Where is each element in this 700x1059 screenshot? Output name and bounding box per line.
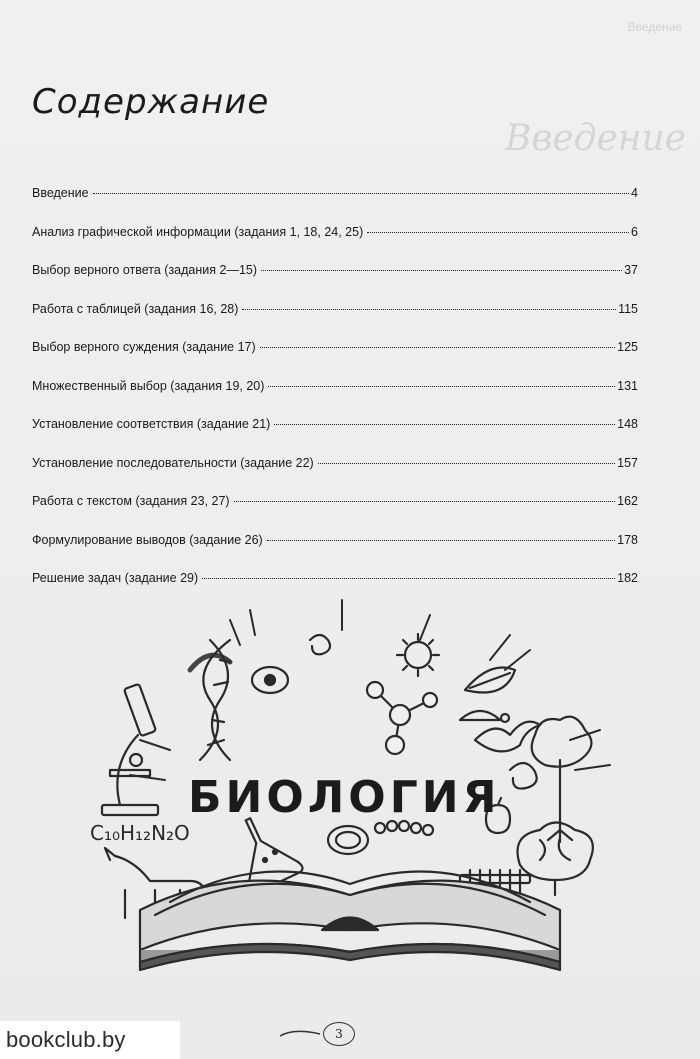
toc-leader-dots (318, 463, 615, 464)
toc-entry[interactable] (32, 533, 638, 572)
toc-leader-dots (367, 232, 629, 233)
toc-leader-dots (242, 309, 616, 310)
page-number: 3 (323, 1022, 355, 1046)
toc-entry[interactable] (32, 225, 638, 264)
toc-entry[interactable] (32, 456, 638, 495)
toc-entry-label: Введение (32, 186, 89, 200)
toc-title: Содержание (32, 82, 270, 122)
chemical-formula: C₁₀H₁₂N₂O (90, 821, 190, 845)
swirl-icon (510, 763, 537, 789)
toc-entry-page: 125 (617, 340, 638, 354)
toc-entry-page: 37 (624, 263, 638, 277)
swirl-icon (310, 635, 330, 654)
banner-title: БИОЛОГИЯ (188, 772, 501, 823)
toc-entry-page: 6 (631, 224, 638, 239)
toc-entry-label: Решение задач (задание 29) (32, 571, 199, 585)
open-book-icon (140, 872, 560, 970)
toc-entry-label: Установление соответствия (задание 21) (32, 417, 271, 431)
toc-leader-dots (267, 540, 615, 541)
bead-chain-icon (375, 821, 433, 835)
toc-entry-label: Выбор верного суждения (задание 17) (32, 340, 256, 354)
toc-entry-page: 182 (617, 571, 638, 585)
toc-entry[interactable] (32, 379, 638, 418)
toc-entry[interactable] (32, 417, 638, 456)
toc-entry-label: Установление последовательности (задание 22) (32, 455, 314, 470)
toc-leader-dots (93, 193, 629, 194)
toc-entry-page: 178 (617, 532, 638, 547)
running-title: Введение (627, 20, 682, 34)
ghost-chapter-title: Введение (504, 118, 686, 159)
toc-leader-dots (260, 347, 615, 348)
microscope-icon (102, 684, 158, 815)
toc-entry-page: 157 (617, 455, 638, 470)
toc-leader-dots (234, 501, 616, 502)
toc-entry-page: 162 (617, 494, 638, 508)
table-of-contents (32, 186, 638, 610)
bird-icon (475, 722, 540, 752)
molecule-icon (367, 682, 437, 754)
cell-icon (252, 667, 288, 693)
toc-leader-dots (202, 578, 615, 579)
toc-leader-dots (268, 386, 615, 387)
toc-entry-label: Формулирование выводов (задание 26) (32, 532, 263, 547)
toc-entry-label: Работа с таблицей (задания 16, 28) (32, 301, 239, 316)
toc-entry-page: 4 (631, 186, 638, 200)
toc-entry-label: Работа с текстом (задания 23, 27) (32, 494, 230, 508)
toc-entry-page: 115 (618, 301, 638, 316)
leaf-icon (465, 668, 515, 693)
biology-illustration (80, 590, 640, 990)
toc-entry-label: Анализ графической информации (задания 1, 18, 24, 25) (32, 224, 364, 239)
swoosh-ornament (278, 1026, 324, 1040)
toc-entry-page: 131 (617, 378, 638, 393)
toc-entry[interactable] (32, 340, 638, 379)
virus-icon (397, 634, 439, 676)
petri-dish-icon (328, 826, 368, 854)
toc-entry-page: 148 (617, 417, 638, 431)
toc-entry[interactable] (32, 186, 638, 225)
toc-entry-label: Выбор верного ответа (задания 2—15) (32, 263, 258, 277)
toc-entry-label: Множественный выбор (задания 19, 20) (32, 378, 265, 393)
toc-entry[interactable] (32, 263, 638, 302)
toc-leader-dots (261, 270, 622, 271)
toc-entry[interactable] (32, 302, 638, 341)
toc-leader-dots (274, 424, 615, 425)
turtle-icon (460, 711, 509, 722)
site-watermark: bookclub.by (0, 1021, 180, 1059)
toc-entry[interactable] (32, 494, 638, 533)
